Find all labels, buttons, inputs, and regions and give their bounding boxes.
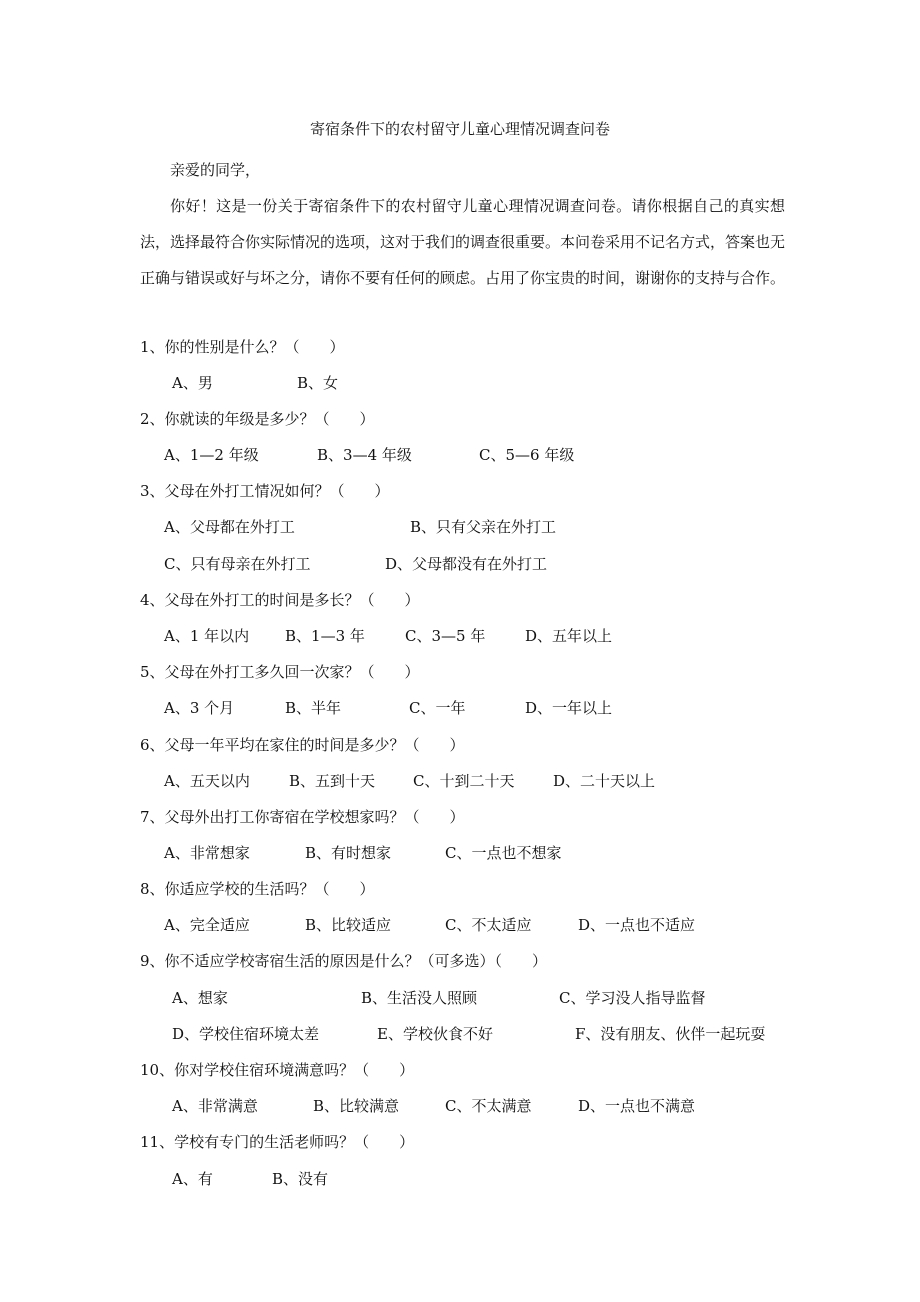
q4-option-a: A、1 年以内 — [164, 627, 250, 645]
q9-option-a: A、想家 — [172, 989, 228, 1007]
q4-option-b: B、1—3 年 — [285, 627, 365, 645]
q3-option-d: D、父母都没有在外打工 — [385, 555, 548, 573]
q6-option-a: A、五天以内 — [164, 772, 250, 790]
question-5: 5、父母在外打工多久回一次家？（ ） — [140, 663, 420, 681]
question-1: 1、你的性别是什么？（ ） — [140, 338, 345, 356]
q3-option-a: A、父母都在外打工 — [164, 518, 295, 536]
question-9: 9、你不适应学校寄宿生活的原因是什么？（可多选）（ ） — [140, 952, 548, 970]
q4-option-c: C、3—5 年 — [405, 627, 486, 645]
greeting: 亲爱的同学， — [170, 161, 261, 179]
q10-option-c: C、不太满意 — [445, 1097, 532, 1115]
q1-option-b: B、女 — [297, 374, 339, 392]
question-4: 4、父母在外打工的时间是多长？（ ） — [140, 591, 420, 609]
q8-option-c: C、不太适应 — [445, 916, 532, 934]
q3-option-b: B、只有父亲在外打工 — [410, 518, 557, 536]
q8-option-d: D、一点也不适应 — [578, 916, 696, 934]
question-11: 11、学校有专门的生活老师吗？（ ） — [140, 1133, 415, 1151]
q11-option-a: A、有 — [172, 1170, 213, 1188]
q5-option-d: D、一年以上 — [525, 699, 613, 717]
question-7: 7、父母外出打工你寄宿在学校想家吗？（ ） — [140, 808, 465, 826]
q9-option-b: B、生活没人照顾 — [361, 989, 478, 1007]
q7-option-a: A、非常想家 — [164, 844, 250, 862]
q1-option-a: A、男 — [172, 374, 213, 392]
q6-option-d: D、二十天以上 — [553, 772, 656, 790]
q5-option-b: B、半年 — [285, 699, 342, 717]
q5-option-a: A、3 个月 — [164, 699, 235, 717]
question-3: 3、父母在外打工情况如何？（ ） — [140, 482, 390, 500]
q7-option-b: B、有时想家 — [305, 844, 392, 862]
intro-paragraph: 你好！这是一份关于寄宿条件下的农村留守儿童心理情况调查问卷。请你根据自己的真实想法，选择最符合你实际情况的选项，这对于我们的调查很重要。本问卷采用不记名方式，答案也无正确与错误或好与坏之分，请你不要有任何的顾虑。占用了你宝贵的时间，谢谢你的支持与合作。 — [140, 197, 786, 287]
q8-option-b: B、比较适应 — [305, 916, 392, 934]
question-8: 8、你适应学校的生活吗？（ ） — [140, 880, 375, 898]
q2-option-b: B、3—4 年级 — [317, 446, 412, 464]
question-10: 10、你对学校住宿环境满意吗？（ ） — [140, 1061, 415, 1079]
question-2: 2、你就读的年级是多少？（ ） — [140, 410, 375, 428]
q2-option-a: A、1—2 年级 — [164, 446, 259, 464]
q3-option-c: C、只有母亲在外打工 — [164, 555, 311, 573]
q11-option-b: B、没有 — [272, 1170, 329, 1188]
q5-option-c: C、一年 — [409, 699, 466, 717]
q8-option-a: A、完全适应 — [164, 916, 250, 934]
q9-option-d: D、学校住宿环境太差 — [172, 1025, 320, 1043]
q2-option-c: C、5—6 年级 — [479, 446, 575, 464]
q10-option-a: A、非常满意 — [172, 1097, 258, 1115]
document-title: 寄宿条件下的农村留守儿童心理情况调查问卷 — [309, 120, 610, 138]
q9-option-f: F、没有朋友、伙伴一起玩耍 — [575, 1025, 766, 1043]
q10-option-d: D、一点也不满意 — [578, 1097, 696, 1115]
q4-option-d: D、五年以上 — [525, 627, 613, 645]
q9-option-e: E、学校伙食不好 — [377, 1025, 493, 1043]
question-6: 6、父母一年平均在家住的时间是多少？（ ） — [140, 736, 465, 754]
q9-option-c: C、学习没人指导监督 — [559, 989, 706, 1007]
q10-option-b: B、比较满意 — [313, 1097, 400, 1115]
q6-option-b: B、五到十天 — [289, 772, 376, 790]
q6-option-c: C、十到二十天 — [413, 772, 515, 790]
q7-option-c: C、一点也不想家 — [445, 844, 562, 862]
